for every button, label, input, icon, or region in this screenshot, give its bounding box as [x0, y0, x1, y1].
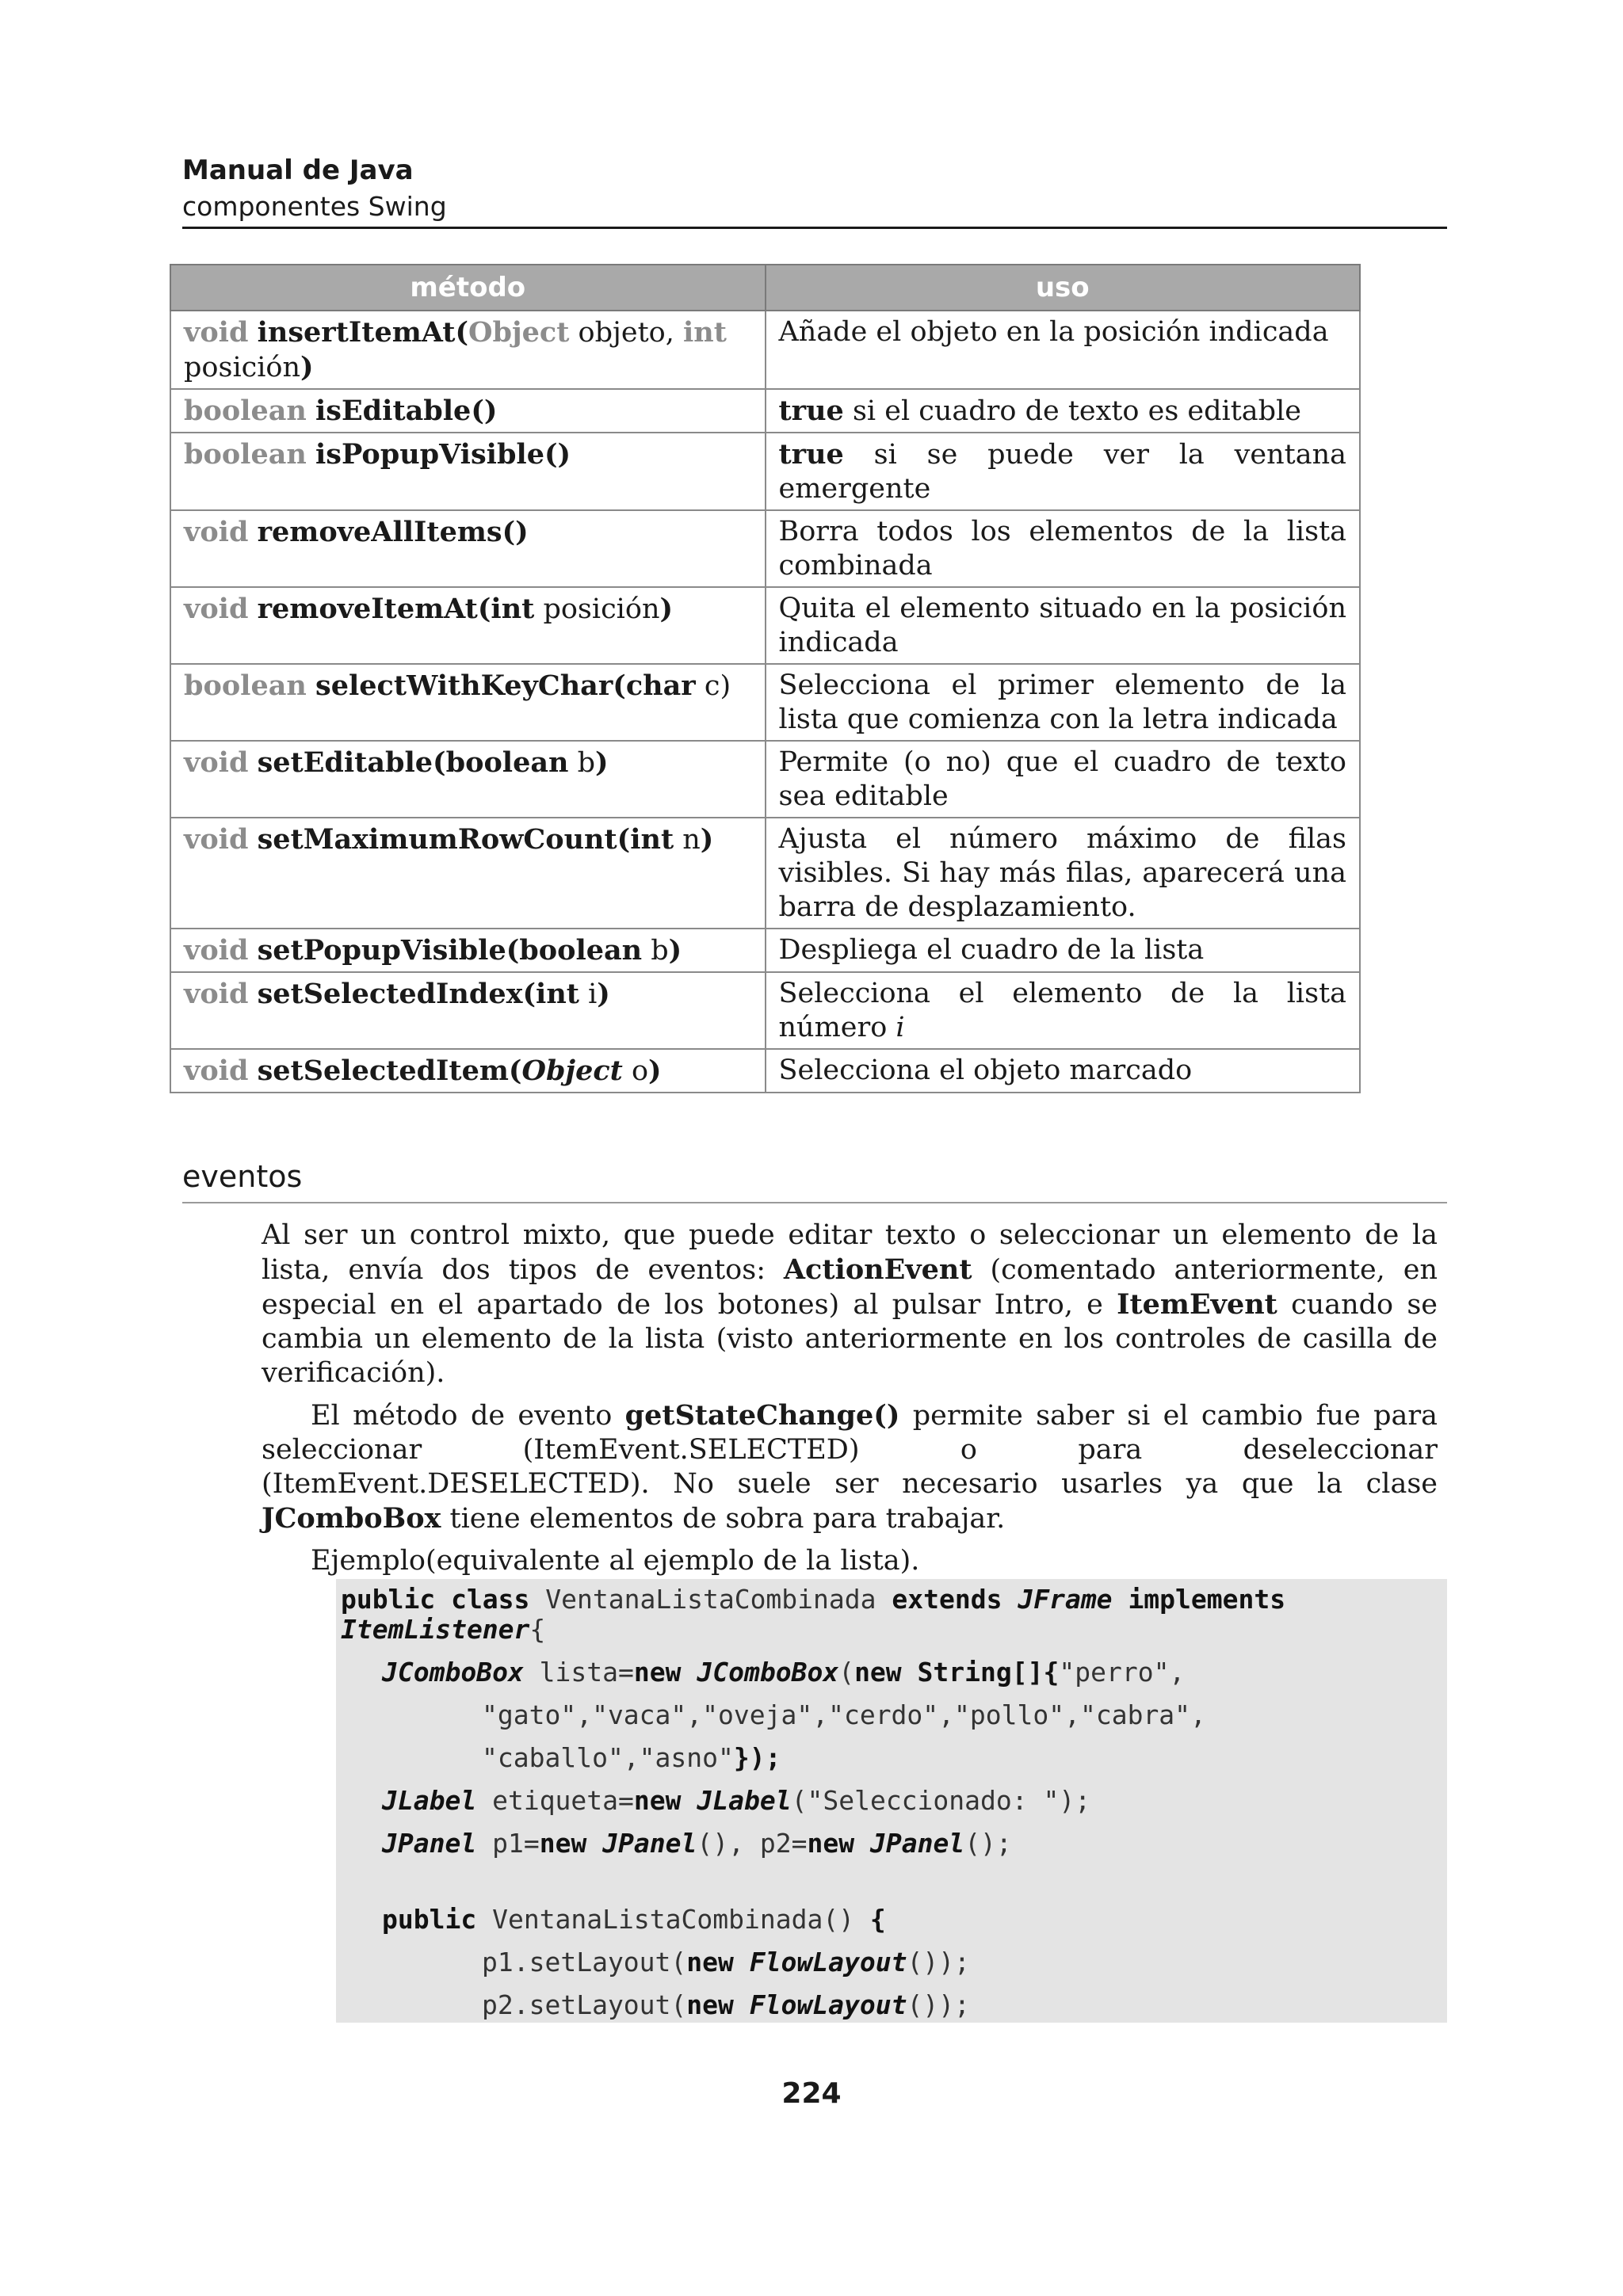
table-row	[170, 1049, 1360, 1093]
code-line: "gato","vaca","oveja","cerdo","pollo","cabra",	[482, 1699, 1206, 1730]
table-row	[170, 818, 1360, 929]
code-line: ItemListener{	[341, 1614, 546, 1645]
table-row	[170, 741, 1360, 818]
code-line: JLabel etiqueta=new JLabel("Seleccionado: ");	[382, 1785, 1091, 1816]
method-cell: boolean isPopupVisible()	[170, 433, 766, 510]
use-cell: true si el cuadro de texto es editable	[766, 389, 1361, 433]
page-number: 224	[781, 2077, 842, 2110]
table-header-row	[170, 265, 1360, 311]
col-header-metodo: método	[170, 265, 766, 311]
method-cell: void removeItemAt(int posición)	[170, 587, 766, 664]
section-rule	[182, 1202, 1447, 1203]
use-cell: true si se puede ver la ventana emergente	[766, 433, 1361, 510]
code-line: p2.setLayout(new FlowLayout());	[482, 1989, 970, 2020]
table-row	[170, 929, 1360, 972]
table-row	[170, 433, 1360, 510]
method-cell: boolean isEditable()	[170, 389, 766, 433]
paragraph: Al ser un control mixto, que puede editar texto o seleccionar un elemento de la lista, envía dos tipos de eventos: ActionEvent (comentado anteriormente, en especial en el apartado de los botones) al pulsar Intro, e ItemEvent cuando se cambia un elemento de la lista (visto anteriormente en los controles de casilla de verificación).	[262, 1219, 1438, 1389]
method-cell: void removeAllItems()	[170, 510, 766, 587]
page-header	[182, 152, 1447, 225]
use-cell: Añade el objeto en la posición indicada	[766, 311, 1361, 389]
col-header-uso: uso	[766, 265, 1361, 311]
method-cell: void setSelectedIndex(int i)	[170, 972, 766, 1049]
table-row	[170, 972, 1360, 1049]
table-row	[170, 389, 1360, 433]
table-row	[170, 510, 1360, 587]
table-row	[170, 587, 1360, 664]
header-subtitle: componentes Swing	[182, 191, 447, 222]
method-cell: void setSelectedItem(Object o)	[170, 1049, 766, 1093]
table-row	[170, 664, 1360, 741]
code-line: JComboBox lista=new JComboBox(new String[]{"perro",	[382, 1657, 1186, 1688]
code-line: public class VentanaListaCombinada extends JFrame implements	[341, 1584, 1286, 1615]
code-block	[336, 1579, 1447, 2023]
section-title: eventos	[182, 1159, 303, 1194]
use-cell: Selecciona el primer elemento de la lista que comienza con la letra indicada	[766, 664, 1361, 741]
paragraph: Ejemplo(equivalente al ejemplo de la lista).	[311, 1545, 920, 1577]
paragraph: El método de evento getStateChange() permite saber si el cambio fue para seleccionar (ItemEvent.SELECTED) o para deseleccionar (ItemEvent.DESELECTED). No suele ser necesario usarles ya que la clase JComboBox tiene elementos de sobra para trabajar.	[262, 1399, 1438, 1535]
code-line: JPanel p1=new JPanel(), p2=new JPanel();	[382, 1828, 1012, 1859]
use-cell: Permite (o no) que el cuadro de texto sea editable	[766, 741, 1361, 818]
use-cell: Despliega el cuadro de la lista	[766, 929, 1361, 972]
use-cell: Selecciona el elemento de la lista número i	[766, 972, 1361, 1049]
use-cell: Quita el elemento situado en la posición indicada	[766, 587, 1361, 664]
method-cell: void setPopupVisible(boolean b)	[170, 929, 766, 972]
header-title: Manual de Java	[182, 154, 414, 186]
use-cell: Ajusta el número máximo de filas visibles. Si hay más filas, aparecerá una barra de desplazamiento.	[766, 818, 1361, 929]
body-text	[262, 1219, 1438, 1586]
method-cell: void setMaximumRowCount(int n)	[170, 818, 766, 929]
use-cell: Selecciona el objeto marcado	[766, 1049, 1361, 1093]
code-line: p1.setLayout(new FlowLayout());	[482, 1947, 970, 1978]
method-cell: boolean selectWithKeyChar(char c)	[170, 664, 766, 741]
table-row	[170, 311, 1360, 389]
methods-table	[170, 264, 1361, 1093]
code-line: "caballo","asno"});	[482, 1742, 781, 1773]
use-cell: Borra todos los elementos de la lista combinada	[766, 510, 1361, 587]
method-cell: void setEditable(boolean b)	[170, 741, 766, 818]
header-rule	[182, 227, 1447, 229]
code-line: public VentanaListaCombinada() {	[382, 1904, 886, 1935]
method-cell: void insertItemAt(Object objeto, int posición)	[170, 311, 766, 389]
